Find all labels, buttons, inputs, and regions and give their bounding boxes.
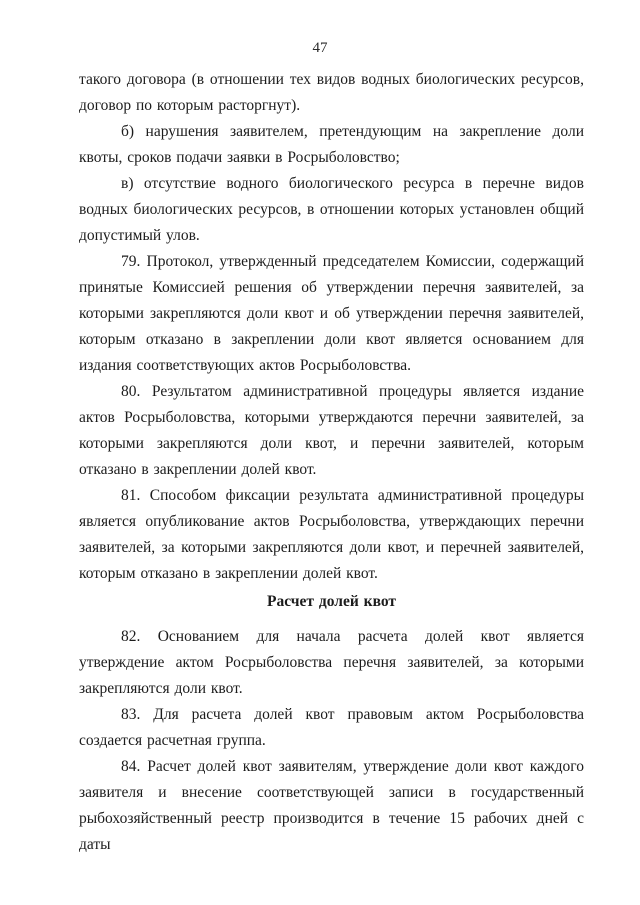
paragraph: 81. Способом фиксации результата административной процедуры является опубликование актов Росрыболовства, утверждающих перечни заявителей, за которыми закрепляются доли квот, и перечней заявителей, которым отказано в закреплении долей квот.	[79, 487, 584, 582]
paragraph: 80. Результатом административной процедуры является издание актов Росрыболовства, которыми утверждаются перечни заявителей, за которыми закрепляются доли квот, и перечни заявителей, которым отказано в закреплении долей квот.	[79, 383, 584, 478]
paragraph: б) нарушения заявителем, претендующим на закрепление доли квоты, сроков подачи заявки в Росрыболовство;	[79, 123, 584, 166]
page-number: 47	[312, 40, 328, 56]
paragraph: 79. Протокол, утвержденный председателем Комиссии, содержащий принятые Комиссией решения об утверждении перечня заявителей, за которыми закрепляются доли квот и об утверждении перечня заявителей, которым отказано в закреплении доли квот является основанием для издания соответствующих актов Росрыболовства.	[79, 253, 584, 374]
section-heading: Расчет долей квот	[266, 593, 397, 610]
paragraph: 83. Для расчета долей квот правовым актом Росрыболовства создается расчетная группа.	[79, 706, 584, 749]
paragraph: 84. Расчет долей квот заявителям, утверждение доли квот каждого заявителя и внесение соответствующей записи в государственный рыбохозяйственный реестр производится в течение 15 рабочих дней с даты	[79, 758, 584, 853]
paragraph: 82. Основанием для начала расчета долей квот является утверждение актом Росрыболовства перечня заявителей, за которыми закрепляются доли квот.	[79, 628, 584, 697]
paragraph: в) отсутствие водного биологического ресурса в перечне видов водных биологических ресурсов, в отношении которых установлен общий допустимый улов.	[79, 175, 584, 244]
paragraph: такого договора (в отношении тех видов водных биологических ресурсов, договор по которым расторгнут).	[79, 71, 584, 114]
document-body	[79, 67, 584, 858]
